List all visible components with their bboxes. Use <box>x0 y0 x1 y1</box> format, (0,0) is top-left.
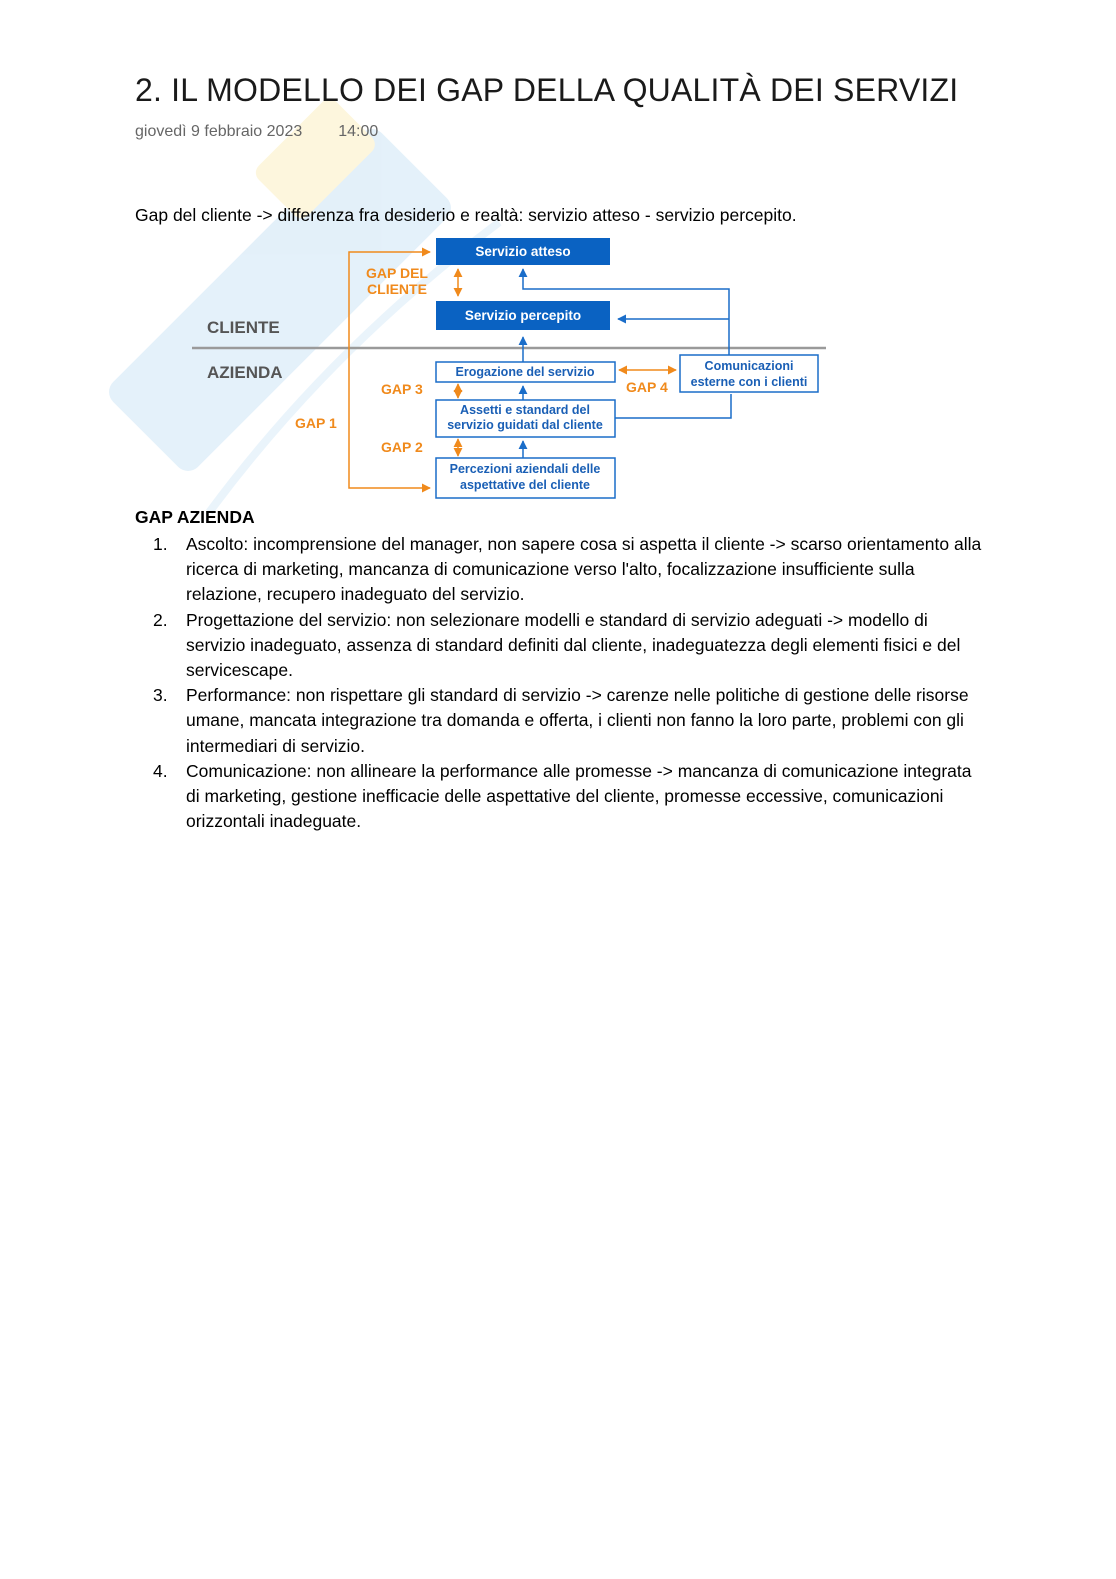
box-perceived-service-label: Servizio percepito <box>464 308 582 323</box>
gap-client-line1: GAP DEL <box>366 265 428 281</box>
gap2-label: GAP 2 <box>381 439 423 455</box>
section-heading: GAP AZIENDA <box>135 507 255 527</box>
box-service-standards-line2: servizio guidati dal cliente <box>447 418 603 432</box>
box-expected-service-label: Servizio atteso <box>475 244 571 259</box>
intro-paragraph: Gap del cliente -> differenza fra desiderio e realtà: servizio atteso - servizio percepito. <box>135 205 797 225</box>
gap3-label: GAP 3 <box>381 381 423 397</box>
page-meta <box>135 123 378 141</box>
gap-model-diagram <box>186 234 836 506</box>
list-item-number: 2. <box>153 609 168 630</box>
list-item-number: 4. <box>153 760 168 781</box>
gap4-label: GAP 4 <box>626 379 668 395</box>
list-item-number: 3. <box>153 685 168 706</box>
box-service-delivery-label: Erogazione del servizio <box>455 365 595 379</box>
list-item-text: Ascolto: incomprensione del manager, non sapere cosa si aspetta il cliente -> scarso orientamento alla ricerca di marketing, mancanza di comunicazione verso l'alto, focalizzazione insufficiente sulla relazione, recupero inadeguato del servizio. <box>186 534 982 605</box>
list-item <box>135 532 985 608</box>
box-company-perceptions-line2: aspettative del cliente <box>460 478 590 492</box>
gap1-label: GAP 1 <box>295 415 337 431</box>
box-service-standards-line1: Assetti e standard del <box>460 403 590 417</box>
page-date: giovedì 9 febbraio 2023 <box>135 123 303 140</box>
gap-client-line2: CLIENTE <box>367 281 427 297</box>
box-company-perceptions-line1: Percezioni aziendali delle <box>449 462 601 476</box>
box-external-communications-line2: esterne con i clienti <box>690 375 808 389</box>
list-item-number: 1. <box>153 534 168 554</box>
page-time: 14:00 <box>338 123 379 140</box>
list-item <box>135 608 985 684</box>
box-external-communications-line1: Comunicazioni <box>704 359 794 373</box>
list-item-text: Progettazione del servizio: non selezionare modelli e standard di servizio adeguati -> modello di servizio inadeguato, assenza di standard definiti dal cliente, inadeguatezza degli elementi fisici e del servicescape. <box>186 609 961 681</box>
list-item-text: Comunicazione: non allineare la performance alle promesse -> mancanza di comunicazione integrata di marketing, gestione inefficacie delle aspettative del cliente, promesse eccessive, comunicazioni orizzontali inadeguate. <box>186 760 972 832</box>
list-item <box>135 683 985 759</box>
gap-azienda-list <box>135 532 985 834</box>
list-item-text: Performance: non rispettare gli standard di servizio -> carenze nelle politiche di gestione delle risorse umane, mancata integrazione tra domanda e offerta, i clienti non fanno la loro parte, problemi con gli intermediari di servizio. <box>186 685 969 756</box>
list-item <box>135 759 985 835</box>
line-standards-to-comms <box>615 394 731 418</box>
label-cliente: CLIENTE <box>207 318 280 337</box>
label-azienda: AZIENDA <box>207 363 283 382</box>
page-title: 2. IL MODELLO DEI GAP DELLA QUALITÀ DEI SERVIZI <box>135 72 959 108</box>
